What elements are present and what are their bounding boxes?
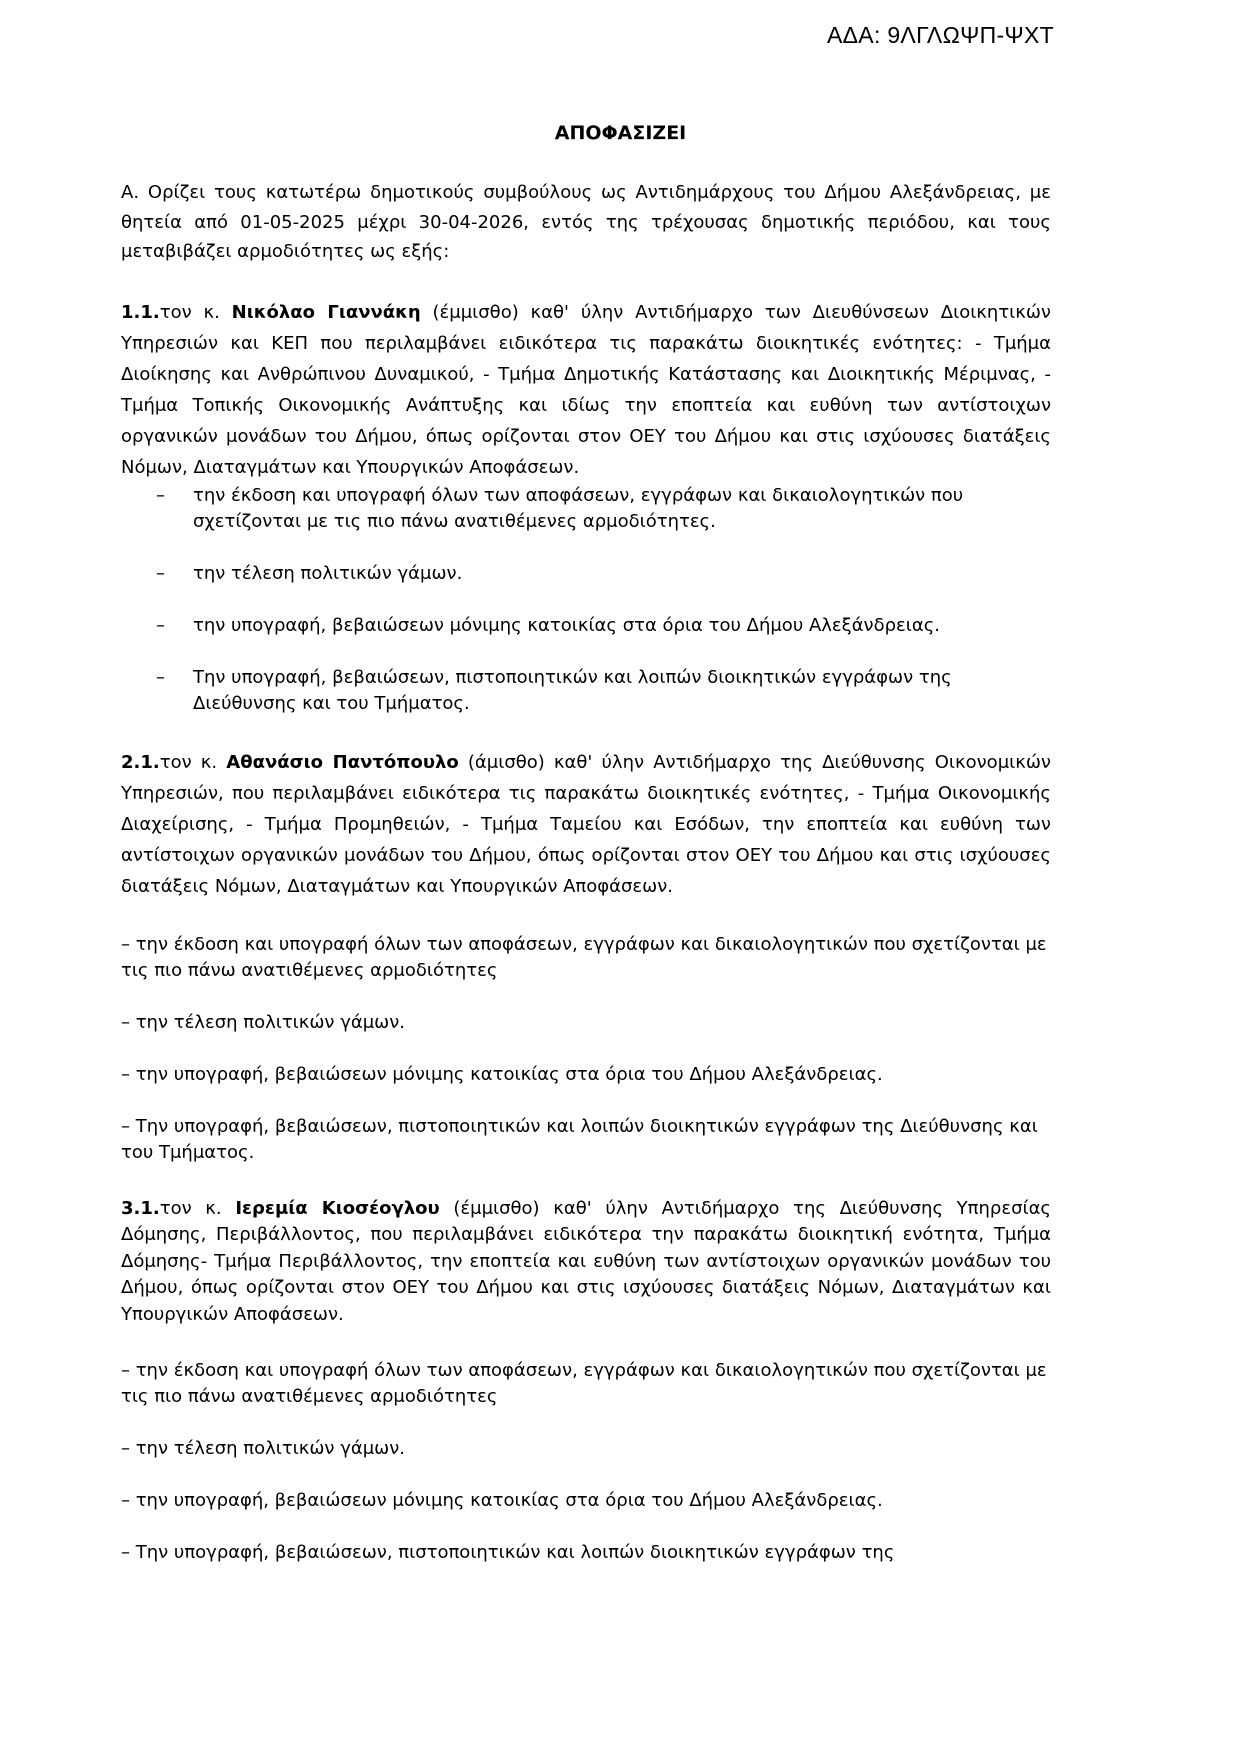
section-text: (άμισθο) καθ' ύλην Αντιδήμαρχο της Διεύθυνσης Οικονομικών Υπηρεσιών, που περιλαμβάνει ειδικότερα τις παρακάτω διοικητικές ενότητες, - Τμήμα Οικονομικής Διαχείρισης, - Τμήμα Προμηθειών, - Τμήμα Ταμείου και Εσόδων, την εποπτεία και ευθύνη των αντίστοιχων οργανικών μονάδων του Δήμου, όπως ορίζονται στον ΟΕΥ του Δήμου και στις ισχύουσες διατάξεις Νόμων, Διαταγμάτων και Υπουργικών Αποφάσεων. (121, 751, 1051, 897)
dash-bullet: – (156, 484, 165, 506)
section-pre: τον κ. (159, 1197, 236, 1219)
dash-bullet: – (156, 666, 165, 688)
section-text: (έμμισθο) καθ' ύλην Αντιδήμαρχο της Διεύθυνσης Υπηρεσίας Δόμησης, Περιβάλλοντος, που περιλαμβάνει ειδικότερα την παρακάτω διοικητική ενότητα, Τμήμα Δόμησης- Τμήμα Περιβάλλοντος, την εποπτεία και ευθύνη των αντίστοιχων οργανικών μονάδων του Δήμου, όπως ορίζονται στον ΟΕΥ του Δήμου και στις ισχύουσες διατάξεις Νόμων, Διαταγμάτων και Υπουργικών Αποφάσεων. (121, 1197, 1051, 1325)
intro-paragraph: Α. Ορίζει τους κατωτέρω δημοτικούς συμβούλους ως Αντιδημάρχους του Δήμου Αλεξάνδρειας, με θητεία από 01-05-2025 μέχρι 30-04-2026, εντός της τρέχουσας δημοτικής περιόδου, και τους μεταβιβάζει αρμοδιότητες ως εξής: (121, 182, 1051, 262)
deputy-mayor-name: Αθανάσιο Παντόπουλο (226, 751, 459, 773)
section-number: 2.1. (121, 751, 160, 773)
list-item: – την υπογραφή, βεβαιώσεων μόνιμης κατοικίας στα όρια του Δήμου Αλεξάνδρειας. (121, 1063, 883, 1085)
list-item: – την έκδοση και υπογραφή όλων των αποφάσεων, εγγράφων και δικαιολογητικών που σχετίζονται με τις πιο πάνω ανατιθέμενες αρμοδιότητες (121, 933, 1047, 981)
section-text: (έμμισθο) καθ' ύλην Αντιδήμαρχο των Διευθύνσεων Διοικητικών Υπηρεσιών και ΚΕΠ που περιλαμβάνει ειδικότερα τις παρακάτω διοικητικές ενότητες: - Τμήμα Διοίκησης και Ανθρώπινου Δυναμικού, - Τμήμα Δημοτικής Κατάστασης και Διοικητικής Μέριμνας, - Τμήμα Τοπικής Οικονομικής Ανάπτυξης και ιδίως την εποπτεία και ευθύνη των αντίστοιχων οργανικών μονάδων του Δήμου, όπως ορίζονται στον ΟΕΥ του Δήμου και στις ισχύουσες διατάξεις Νόμων, Διαταγμάτων και Υπουργικών Αποφάσεων. (121, 301, 1051, 478)
section-2-paragraph (121, 747, 1051, 902)
document-title: ΑΠΟΦΑΣΙΖΕΙ (554, 122, 687, 144)
dash-bullet: – (156, 562, 165, 584)
section-number: 1.1. (121, 301, 160, 323)
list-item: – την τέλεση πολιτικών γάμων. (121, 1438, 406, 1459)
list-item: – την τέλεση πολιτικών γάμων. (121, 1011, 406, 1033)
document-body (121, 178, 1051, 1566)
section-number: 3.1. (121, 1197, 160, 1219)
ada-code: ΑΔΑ: 9ΛΓΛΩΨΠ-ΨΧΤ (827, 22, 1054, 48)
list-item: – την υπογραφή, βεβαιώσεων μόνιμης κατοικίας στα όρια του Δήμου Αλεξάνδρειας. (121, 613, 1051, 639)
list-item: – Την υπογραφή, βεβαιώσεων, πιστοποιητικών και λοιπών διοικητικών εγγράφων της Διεύθυνσης και του Τμήματος. (156, 666, 952, 714)
list-item: – την τέλεση πολιτικών γάμων. (121, 561, 1051, 587)
section-1-paragraph (121, 297, 1051, 483)
deputy-mayor-name: Νικόλαο Γιαννάκη (231, 301, 421, 323)
dash-bullet: – (156, 614, 165, 636)
section-3-paragraph (121, 1196, 1051, 1329)
list-item: – Την υπογραφή, βεβαιώσεων, πιστοποιητικών και λοιπών διοικητικών εγγράφων της Διεύθυνσης και του Τμήματος. (121, 1115, 1038, 1163)
list-item: – την έκδοση και υπογραφή όλων των αποφάσεων, εγγράφων και δικαιολογητικών που σχετίζονται με τις πιο πάνω ανατιθέμενες αρμοδιότητες. (156, 484, 964, 532)
section-pre: τον κ. (159, 301, 232, 323)
list-item: – την έκδοση και υπογραφή όλων των αποφάσεων, εγγράφων και δικαιολογητικών που σχετίζονται με τις πιο πάνω ανατιθέμενες αρμοδιότητες (121, 1360, 1047, 1407)
deputy-mayor-name: Ιερεμία Κιοσέογλου (235, 1197, 440, 1219)
section-pre: τον κ. (159, 751, 227, 773)
list-item: – Την υπογραφή, βεβαιώσεων, πιστοποιητικών και λοιπών διοικητικών εγγράφων της (121, 1542, 895, 1563)
list-item: – την υπογραφή, βεβαιώσεων μόνιμης κατοικίας στα όρια του Δήμου Αλεξάνδρειας. (121, 1490, 883, 1511)
